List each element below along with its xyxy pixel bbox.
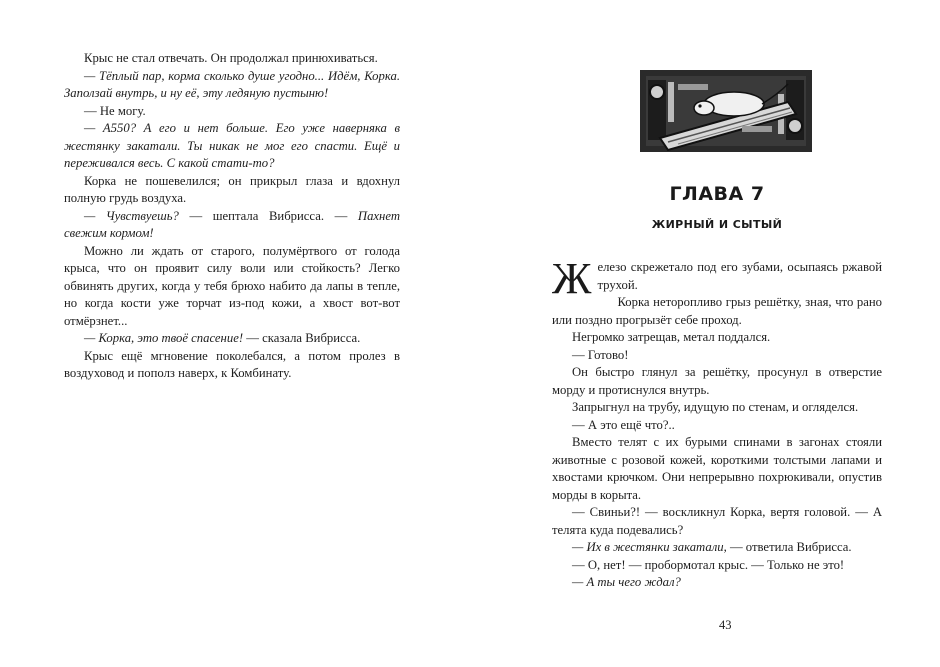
paragraph: Он быстро глянул за решётку, просунул в отверстие морду и протиснулся внутрь. xyxy=(552,365,882,397)
left-page xyxy=(64,50,400,383)
paragraph: Крыс ещё мгновение поколебался, а потом пролез в воздуховод и пополз наверх, к Комбинату. xyxy=(64,348,400,380)
right-page xyxy=(552,64,882,592)
paragraph: — О, нет! — пробормотал крыс. — Только не это! xyxy=(572,557,845,572)
paragraph: — Их в жестянки закатали, — ответила Вибрисса. xyxy=(572,540,852,554)
page-number: 43 xyxy=(719,618,732,632)
paragraph: — А550? А его и нет больше. Его уже наверняка в жестянку закатали. Ты никак не мог его спасти. Ещё и переживался весь. С какой стати-то? xyxy=(64,121,400,170)
chapter-subtitle: ЖИРНЫЙ И СЫТЫЙ xyxy=(651,217,783,231)
paragraph: — Свиньи?! — воскликнул Корка, вертя головой. — А телята куда подевались? xyxy=(552,505,882,537)
paragraph: — Чувствуешь? — шептала Вибрисса. — Пахнет свежим кормом! xyxy=(64,208,400,240)
paragraph: — Корка, это твоё спасение! — сказала Вибрисса. xyxy=(84,331,361,345)
paragraph: Корка неторопливо грыз решётку, зная, что рано или поздно прогрызёт себе проход. xyxy=(552,295,882,327)
paragraph: Негромко затрещав, метал поддался. xyxy=(572,330,771,344)
paragraph: Запрыгнул на трубу, идущую по стенам, и огляделся. xyxy=(572,400,859,414)
paragraph: — А это ещё что?.. xyxy=(572,417,675,432)
chapter-text xyxy=(552,254,882,592)
paragraph: Можно ли ждать от старого, полумёртвого от голода крыса, что он проявит силу воли или стойкость? Легко обвинять других, когда у тебя брюхо набито да лапы в тепле, но когда кости уже торчат из-под кожи, а хвост вот-вот отмёрзнет... xyxy=(64,243,400,328)
paragraph: Корка не пошевелился; он прикрыл глаза и вдохнул полную грудь воздуха. xyxy=(64,173,400,205)
paragraph: — Тёплый пар, корма сколько душе угодно... Идём, Корка. Заползай внутрь, и ну её, эту ледяную пустыню! xyxy=(64,68,400,100)
paragraph: — Не могу. xyxy=(84,103,146,118)
chapter-title: ГЛАВА 7 xyxy=(669,183,765,205)
paragraph: — Готово! xyxy=(572,347,629,362)
drop-cap: Ж xyxy=(552,254,592,303)
paragraph: Вместо телят с их бурыми спинами в загонах стояли животные с розовой кожей, короткими толстыми лапами и хвостами крючком. Они непрерывно похрюкивали, опустив морды в корыта. xyxy=(552,435,882,502)
rat-on-pipes-illustration xyxy=(638,64,814,156)
paragraph: — А ты чего ждал? xyxy=(572,575,681,589)
paragraph: Крыс не стал отвечать. Он продолжал принюхиваться. xyxy=(84,51,378,65)
first-paragraph: Железо скрежетало под его зубами, осыпаясь ржавой трухой. xyxy=(552,254,882,303)
